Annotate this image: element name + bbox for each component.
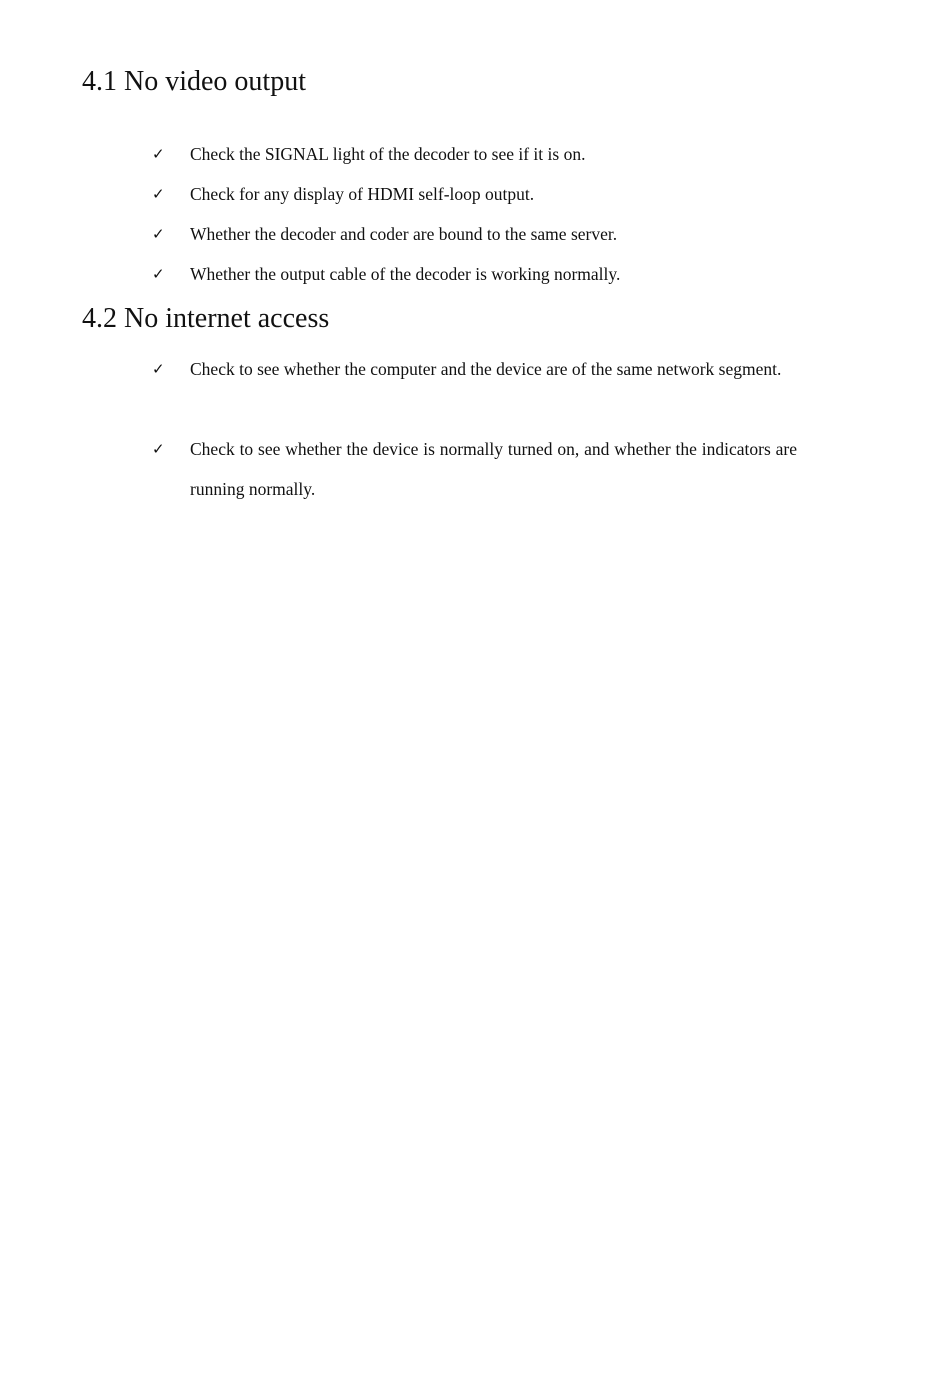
list-item (152, 144, 798, 174)
list-item-text: Check to see whether the device is normally turned on, and whether the indicators are running normally. (190, 439, 797, 499)
checkmark-icon: ✓ (152, 360, 165, 378)
list-item (152, 264, 798, 294)
list-item (152, 224, 798, 254)
section-heading-internet: 4.2 No internet access (82, 303, 330, 334)
list-item-text: Whether the decoder and coder are bound to the same server. (190, 224, 618, 244)
list-item (152, 359, 798, 389)
checkmark-icon: ✓ (152, 265, 165, 283)
section-heading-video: 4.1 No video output (82, 66, 306, 97)
list-item (152, 184, 798, 214)
checkmark-icon: ✓ (152, 145, 165, 163)
checkmark-icon: ✓ (152, 225, 165, 243)
list-item-text: Whether the output cable of the decoder is working normally. (190, 264, 621, 284)
list-item-text: Check for any display of HDMI self-loop output. (190, 184, 535, 204)
list-item (152, 439, 798, 509)
checkmark-icon: ✓ (152, 185, 165, 203)
list-item-text: Check the SIGNAL light of the decoder to see if it is on. (190, 144, 586, 164)
checkmark-icon: ✓ (152, 440, 165, 458)
list-item-text: Check to see whether the computer and the device are of the same network segment. (190, 359, 782, 379)
